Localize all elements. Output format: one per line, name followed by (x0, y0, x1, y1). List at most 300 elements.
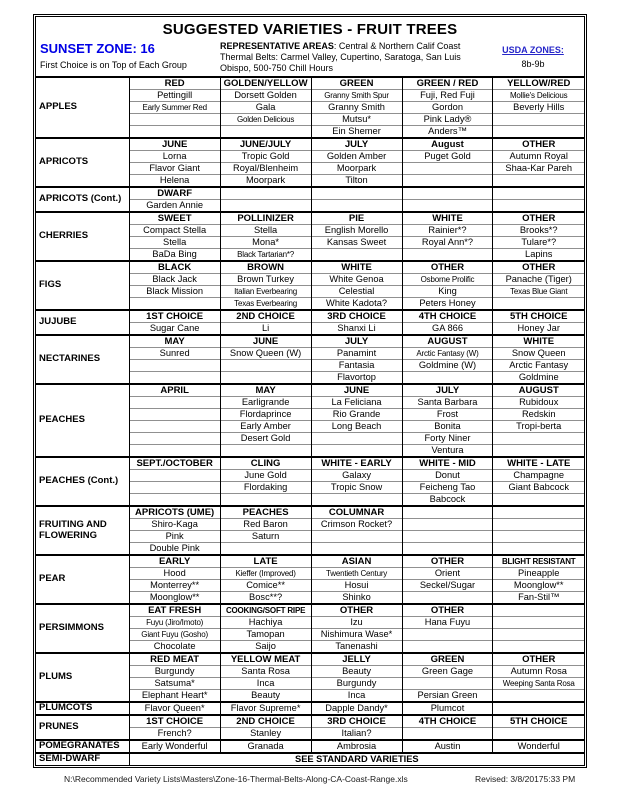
variety-cell (311, 445, 402, 458)
variety-cell (402, 543, 493, 556)
column-header-cell: BLACK (129, 261, 220, 274)
variety-cell: Redskin (493, 409, 584, 421)
variety-cell: Inca (311, 690, 402, 703)
category-cell: NECTARINES (36, 335, 129, 384)
variety-cell (129, 114, 220, 126)
variety-cell: Flavortop (311, 372, 402, 385)
varieties-table (36, 76, 584, 765)
variety-cell: Brown Turkey (220, 274, 311, 286)
variety-cell: Shanxi Li (311, 323, 402, 336)
variety-cell: June Gold (220, 470, 311, 482)
variety-cell (493, 519, 584, 531)
table-row (36, 187, 584, 200)
column-header-cell: OTHER (402, 555, 493, 568)
variety-cell: Santa Barbara (402, 397, 493, 409)
first-choice-note: First Choice is on Top of Each Group (40, 60, 187, 70)
variety-cell (220, 126, 311, 139)
column-header-cell: WHITE (493, 335, 584, 348)
variety-cell (402, 592, 493, 605)
table-row (36, 384, 584, 397)
column-header-cell: YELLOW/RED (493, 77, 584, 90)
column-header-cell: OTHER (493, 261, 584, 274)
category-cell: JUJUBE (36, 310, 129, 335)
column-header-cell: AUGUST (493, 384, 584, 397)
column-header-cell: OTHER (493, 212, 584, 225)
variety-cell: Dorsett Golden (220, 90, 311, 102)
column-header-cell: 5TH CHOICE (493, 310, 584, 323)
variety-cell: Early Summer Red (129, 102, 220, 114)
variety-cell: Burgundy (311, 678, 402, 690)
variety-cell (402, 200, 493, 213)
variety-cell (493, 702, 584, 715)
column-header-cell: GREEN / RED (402, 77, 493, 90)
variety-cell: Osborne Prolific (402, 274, 493, 286)
variety-cell: Dapple Dandy* (311, 702, 402, 715)
variety-cell (493, 433, 584, 445)
variety-cell: Beauty (220, 690, 311, 703)
variety-cell: Red Baron (220, 519, 311, 531)
variety-cell (493, 690, 584, 703)
variety-cell: Lorna (129, 151, 220, 163)
column-header-cell (311, 187, 402, 200)
category-cell: PEACHES (36, 384, 129, 457)
category-cell: FIGS (36, 261, 129, 310)
variety-cell: Seckel/Sugar (402, 580, 493, 592)
table-row (36, 715, 584, 728)
variety-cell: White Kadota? (311, 298, 402, 311)
variety-cell (311, 494, 402, 507)
variety-cell: Crimson Rocket? (311, 519, 402, 531)
revised-timestamp: Revised: 3/8/20175:33 PM (475, 774, 576, 784)
column-header-cell: OTHER (493, 138, 584, 151)
variety-cell (493, 617, 584, 629)
variety-cell (311, 249, 402, 262)
variety-cell (129, 482, 220, 494)
category-cell: PLUMCOTS (36, 702, 129, 715)
variety-cell: Ventura (402, 445, 493, 458)
category-cell: SEMI-DWARF (36, 753, 129, 765)
category-cell: APPLES (36, 77, 129, 138)
variety-cell: Inca (220, 678, 311, 690)
variety-cell: Panache (Tiger) (493, 274, 584, 286)
variety-cell: Tilton (311, 175, 402, 188)
variety-cell: Tanenashi (311, 641, 402, 654)
table-row (36, 506, 584, 519)
variety-cell (493, 494, 584, 507)
variety-cell: Desert Gold (220, 433, 311, 445)
category-cell: APRICOTS (36, 138, 129, 187)
column-header-cell: RED MEAT (129, 653, 220, 666)
variety-cell: Flavor Giant (129, 163, 220, 175)
variety-cell (493, 543, 584, 556)
variety-cell: Earligrande (220, 397, 311, 409)
column-header-cell: GOLDEN/YELLOW (220, 77, 311, 90)
variety-cell: Granny Smith Spur (311, 90, 402, 102)
variety-cell: Double Pink (129, 543, 220, 556)
variety-cell: Texas Blue Giant (493, 286, 584, 298)
zone-block (38, 41, 220, 74)
column-header-cell: 2ND CHOICE (220, 310, 311, 323)
variety-cell: Ein Shemer (311, 126, 402, 139)
column-header-cell: COOKING/SOFT RIPE (220, 604, 311, 617)
variety-cell: Italian Everbearing (220, 286, 311, 298)
variety-cell: Sugar Cane (129, 323, 220, 336)
variety-cell: Panamint (311, 348, 402, 360)
column-header-cell: GREEN (402, 653, 493, 666)
variety-cell: Gala (220, 102, 311, 114)
column-header-cell: SEPT./OCTOBER (129, 457, 220, 470)
variety-cell (402, 249, 493, 262)
variety-cell: Black Mission (129, 286, 220, 298)
variety-cell: Moorpark (311, 163, 402, 175)
sunset-zone-label: SUNSET ZONE: 16 (40, 41, 155, 56)
variety-cell: Golden Delicious (220, 114, 311, 126)
table-row (36, 653, 584, 666)
variety-cell (220, 445, 311, 458)
column-header-cell: 4TH CHOICE (402, 715, 493, 728)
variety-cell (493, 629, 584, 641)
table-row (36, 77, 584, 90)
page-title: SUGGESTED VARIETIES - FRUIT TREES (162, 21, 458, 38)
variety-cell (220, 494, 311, 507)
variety-cell: Frost (402, 409, 493, 421)
column-header-cell: PIE (311, 212, 402, 225)
variety-cell: Stella (129, 237, 220, 249)
column-header-cell: JUNE (311, 384, 402, 397)
variety-cell: Rio Grande (311, 409, 402, 421)
table-row (36, 212, 584, 225)
column-header-cell: 3RD CHOICE (311, 715, 402, 728)
column-header-cell: OTHER (311, 604, 402, 617)
variety-cell: Celestial (311, 286, 402, 298)
variety-cell: Hosui (311, 580, 402, 592)
column-header-cell: JULY (311, 138, 402, 151)
column-header-cell: JELLY (311, 653, 402, 666)
column-header-cell: POLLINIZER (220, 212, 311, 225)
variety-cell: Arctic Fantasy (493, 360, 584, 372)
variety-cell (402, 519, 493, 531)
column-header-cell: August (402, 138, 493, 151)
variety-cell: Puget Gold (402, 151, 493, 163)
variety-cell: Royal Ann*? (402, 237, 493, 249)
variety-cell: Fantasia (311, 360, 402, 372)
variety-cell: Stanley (220, 728, 311, 741)
table-row (36, 335, 584, 348)
variety-cell: Pettingill (129, 90, 220, 102)
variety-cell: Izu (311, 617, 402, 629)
category-cell: POMEGRANATES (36, 740, 129, 753)
variety-cell: Pineapple (493, 568, 584, 580)
variety-cell: Burgundy (129, 666, 220, 678)
variety-cell: Austin (402, 740, 493, 753)
column-header-cell: EARLY (129, 555, 220, 568)
variety-cell: Hood (129, 568, 220, 580)
variety-cell (129, 494, 220, 507)
variety-cell: Goldmine (W) (402, 360, 493, 372)
variety-cell: Pink Lady® (402, 114, 493, 126)
variety-cell: Sunred (129, 348, 220, 360)
variety-cell: Snow Queen (493, 348, 584, 360)
column-header-cell: 1ST CHOICE (129, 715, 220, 728)
variety-cell: Champagne (493, 470, 584, 482)
column-header-cell: APRICOTS (UME) (129, 506, 220, 519)
variety-cell: Snow Queen (W) (220, 348, 311, 360)
variety-cell: Kieffer (Improved) (220, 568, 311, 580)
variety-cell: Li (220, 323, 311, 336)
variety-cell (402, 531, 493, 543)
column-header-cell: RED (129, 77, 220, 90)
variety-cell (129, 421, 220, 433)
category-cell: PLUMS (36, 653, 129, 702)
variety-cell: Donut (402, 470, 493, 482)
variety-cell: Tamopan (220, 629, 311, 641)
variety-cell: Santa Rosa (220, 666, 311, 678)
variety-cell: Shaa-Kar Pareh (493, 163, 584, 175)
variety-cell: Shinko (311, 592, 402, 605)
column-header-cell: 3RD CHOICE (311, 310, 402, 323)
variety-cell (493, 126, 584, 139)
column-header-cell: EAT FRESH (129, 604, 220, 617)
variety-cell (129, 126, 220, 139)
table-row (36, 555, 584, 568)
table-row (36, 753, 584, 765)
table-row (36, 604, 584, 617)
variety-cell: Beauty (311, 666, 402, 678)
column-header-cell: LATE (220, 555, 311, 568)
variety-cell (220, 200, 311, 213)
column-header-cell: OTHER (402, 261, 493, 274)
column-header-cell: MAY (220, 384, 311, 397)
variety-cell (402, 163, 493, 175)
variety-cell: Monterrey** (129, 580, 220, 592)
column-header-cell (493, 506, 584, 519)
variety-cell: Rainier*? (402, 225, 493, 237)
file-path: N:\Recommended Variety Lists\Masters\Zone-16-Thermal-Belts-Along-CA-Coast-Range.xls (64, 774, 408, 784)
column-header-cell: SWEET (129, 212, 220, 225)
variety-cell (402, 175, 493, 188)
variety-cell: Hana Fuyu (402, 617, 493, 629)
variety-cell: Compact Stella (129, 225, 220, 237)
variety-cell: Helena (129, 175, 220, 188)
column-header-cell: 1ST CHOICE (129, 310, 220, 323)
column-header-cell (493, 187, 584, 200)
category-cell: PERSIMMONS (36, 604, 129, 653)
variety-cell: Brooks*? (493, 225, 584, 237)
variety-cell (129, 397, 220, 409)
variety-cell: Nishimura Wase* (311, 629, 402, 641)
variety-cell (402, 372, 493, 385)
variety-cell (493, 298, 584, 311)
variety-cell (220, 543, 311, 556)
variety-cell: White Genoa (311, 274, 402, 286)
variety-cell: Twentieth Century (311, 568, 402, 580)
column-header-cell: JULY (311, 335, 402, 348)
variety-cell: Tropic Gold (220, 151, 311, 163)
column-header-cell: WHITE - MID (402, 457, 493, 470)
column-header-cell: WHITE - EARLY (311, 457, 402, 470)
column-header-cell: MAY (129, 335, 220, 348)
variety-cell: English Morello (311, 225, 402, 237)
column-header-cell: 5TH CHOICE (493, 715, 584, 728)
column-header-cell: OTHER (402, 604, 493, 617)
variety-cell (493, 200, 584, 213)
column-header-cell: COLUMNAR (311, 506, 402, 519)
column-header-cell: YELLOW MEAT (220, 653, 311, 666)
variety-cell: Orient (402, 568, 493, 580)
merged-note-cell: SEE STANDARD VARIETIES (129, 753, 584, 765)
variety-cell: BaDa Bing (129, 249, 220, 262)
variety-cell: La Feliciana (311, 397, 402, 409)
category-cell: PEACHES (Cont.) (36, 457, 129, 506)
variety-cell: Persian Green (402, 690, 493, 703)
variety-cell: Shiro-Kaga (129, 519, 220, 531)
representative-areas-text: : Central & Northern Calif Coast Thermal Belts: Carmel Valley, Cupertino, Saratoga, San Luis Obispo, 500-750 Chill Hours (220, 41, 461, 73)
varieties-table-body (36, 77, 584, 765)
variety-cell: Bosc**? (220, 592, 311, 605)
table-row (36, 740, 584, 753)
column-header-cell: BROWN (220, 261, 311, 274)
variety-cell: Long Beach (311, 421, 402, 433)
variety-cell: Forty Niner (402, 433, 493, 445)
variety-cell: Goldmine (493, 372, 584, 385)
variety-cell: Black Tartarian*? (220, 249, 311, 262)
variety-cell: Rubidoux (493, 397, 584, 409)
variety-cell: Satsuma* (129, 678, 220, 690)
variety-cell (129, 372, 220, 385)
variety-cell: Autumn Rosa (493, 666, 584, 678)
variety-cell: Babcock (402, 494, 493, 507)
representative-areas-label: REPRESENTATIVE AREAS (220, 41, 334, 51)
variety-cell: Giant Babcock (493, 482, 584, 494)
variety-cell (493, 114, 584, 126)
variety-cell (220, 372, 311, 385)
variety-cell (311, 543, 402, 556)
category-cell: FRUITING AND FLOWERING (36, 506, 129, 555)
variety-cell: Feicheng Tao (402, 482, 493, 494)
variety-cell: Early Amber (220, 421, 311, 433)
variety-cell: King (402, 286, 493, 298)
variety-cell (129, 470, 220, 482)
variety-cell: Texas Everbearing (220, 298, 311, 311)
variety-cell: Chocolate (129, 641, 220, 654)
variety-cell: Green Gage (402, 666, 493, 678)
variety-cell: Mutsu* (311, 114, 402, 126)
variety-cell: Mollie's Delicious (493, 90, 584, 102)
variety-cell: Black Jack (129, 274, 220, 286)
variety-cell (402, 629, 493, 641)
column-header-cell: JUNE (220, 335, 311, 348)
table-row (36, 702, 584, 715)
category-cell: PEAR (36, 555, 129, 604)
variety-cell: Elephant Heart* (129, 690, 220, 703)
variety-cell: Fan-Stil™ (493, 592, 584, 605)
variety-cell (493, 445, 584, 458)
variety-cell: Flavor Supreme* (220, 702, 311, 715)
variety-cell: Galaxy (311, 470, 402, 482)
variety-cell: Comice** (220, 580, 311, 592)
column-header-cell: PEACHES (220, 506, 311, 519)
usda-zones-link[interactable]: USDA ZONES: (502, 45, 564, 55)
column-header-cell: 2ND CHOICE (220, 715, 311, 728)
variety-cell: GA 866 (402, 323, 493, 336)
variety-cell (493, 531, 584, 543)
variety-cell: Golden Amber (311, 151, 402, 163)
variety-cell: Saturn (220, 531, 311, 543)
variety-cell: Lapins (493, 249, 584, 262)
variety-cell: Pink (129, 531, 220, 543)
variety-cell: Flavor Queen* (129, 702, 220, 715)
variety-cell (493, 175, 584, 188)
column-header-cell: JULY (402, 384, 493, 397)
variety-cell: Plumcot (402, 702, 493, 715)
column-header-cell: JUNE/JULY (220, 138, 311, 151)
column-header-cell (220, 187, 311, 200)
column-header-cell: OTHER (493, 653, 584, 666)
column-header-cell: WHITE - LATE (493, 457, 584, 470)
variety-cell (311, 531, 402, 543)
column-header-cell: ASIAN (311, 555, 402, 568)
column-header-cell (402, 187, 493, 200)
variety-cell: Gordon (402, 102, 493, 114)
variety-cell: Honey Jar (493, 323, 584, 336)
variety-cell: Granada (220, 740, 311, 753)
variety-cell: Hachiya (220, 617, 311, 629)
column-header-cell: DWARF (129, 187, 220, 200)
table-row (36, 138, 584, 151)
variety-cell: Royal/Blenheim (220, 163, 311, 175)
category-cell: CHERRIES (36, 212, 129, 261)
variety-cell (402, 641, 493, 654)
variety-cell (493, 728, 584, 741)
representative-areas (220, 41, 484, 74)
column-header-cell: WHITE (402, 212, 493, 225)
column-header-cell (493, 604, 584, 617)
column-header-cell: GREEN (311, 77, 402, 90)
variety-cell (402, 678, 493, 690)
variety-cell: Moorpark (220, 175, 311, 188)
variety-cell: Early Wonderful (129, 740, 220, 753)
variety-cell (129, 433, 220, 445)
variety-cell (129, 298, 220, 311)
variety-cell: Moonglow** (129, 592, 220, 605)
category-cell: PRUNES (36, 715, 129, 740)
variety-cell: French? (129, 728, 220, 741)
variety-cell: Mona* (220, 237, 311, 249)
column-header-cell: 4TH CHOICE (402, 310, 493, 323)
table-row (36, 310, 584, 323)
variety-cell (402, 728, 493, 741)
variety-cell: Fuji, Red Fuji (402, 90, 493, 102)
variety-cell: Anders™ (402, 126, 493, 139)
variety-cell: Ambrosia (311, 740, 402, 753)
table-row (36, 457, 584, 470)
variety-cell: Bonita (402, 421, 493, 433)
variety-cell: Saijo (220, 641, 311, 654)
varieties-sheet (33, 14, 587, 768)
variety-cell: Fuyu (Jiro/Imoto) (129, 617, 220, 629)
variety-cell: Flordaprince (220, 409, 311, 421)
variety-cell: Garden Annie (129, 200, 220, 213)
variety-cell: Moonglow** (493, 580, 584, 592)
variety-cell (311, 433, 402, 445)
sheet-info-bar (36, 40, 584, 76)
variety-cell: Granny Smith (311, 102, 402, 114)
column-header-cell: APRIL (129, 384, 220, 397)
column-header-cell: WHITE (311, 261, 402, 274)
variety-cell: Kansas Sweet (311, 237, 402, 249)
variety-cell: Weeping Santa Rosa (493, 678, 584, 690)
variety-cell (129, 360, 220, 372)
